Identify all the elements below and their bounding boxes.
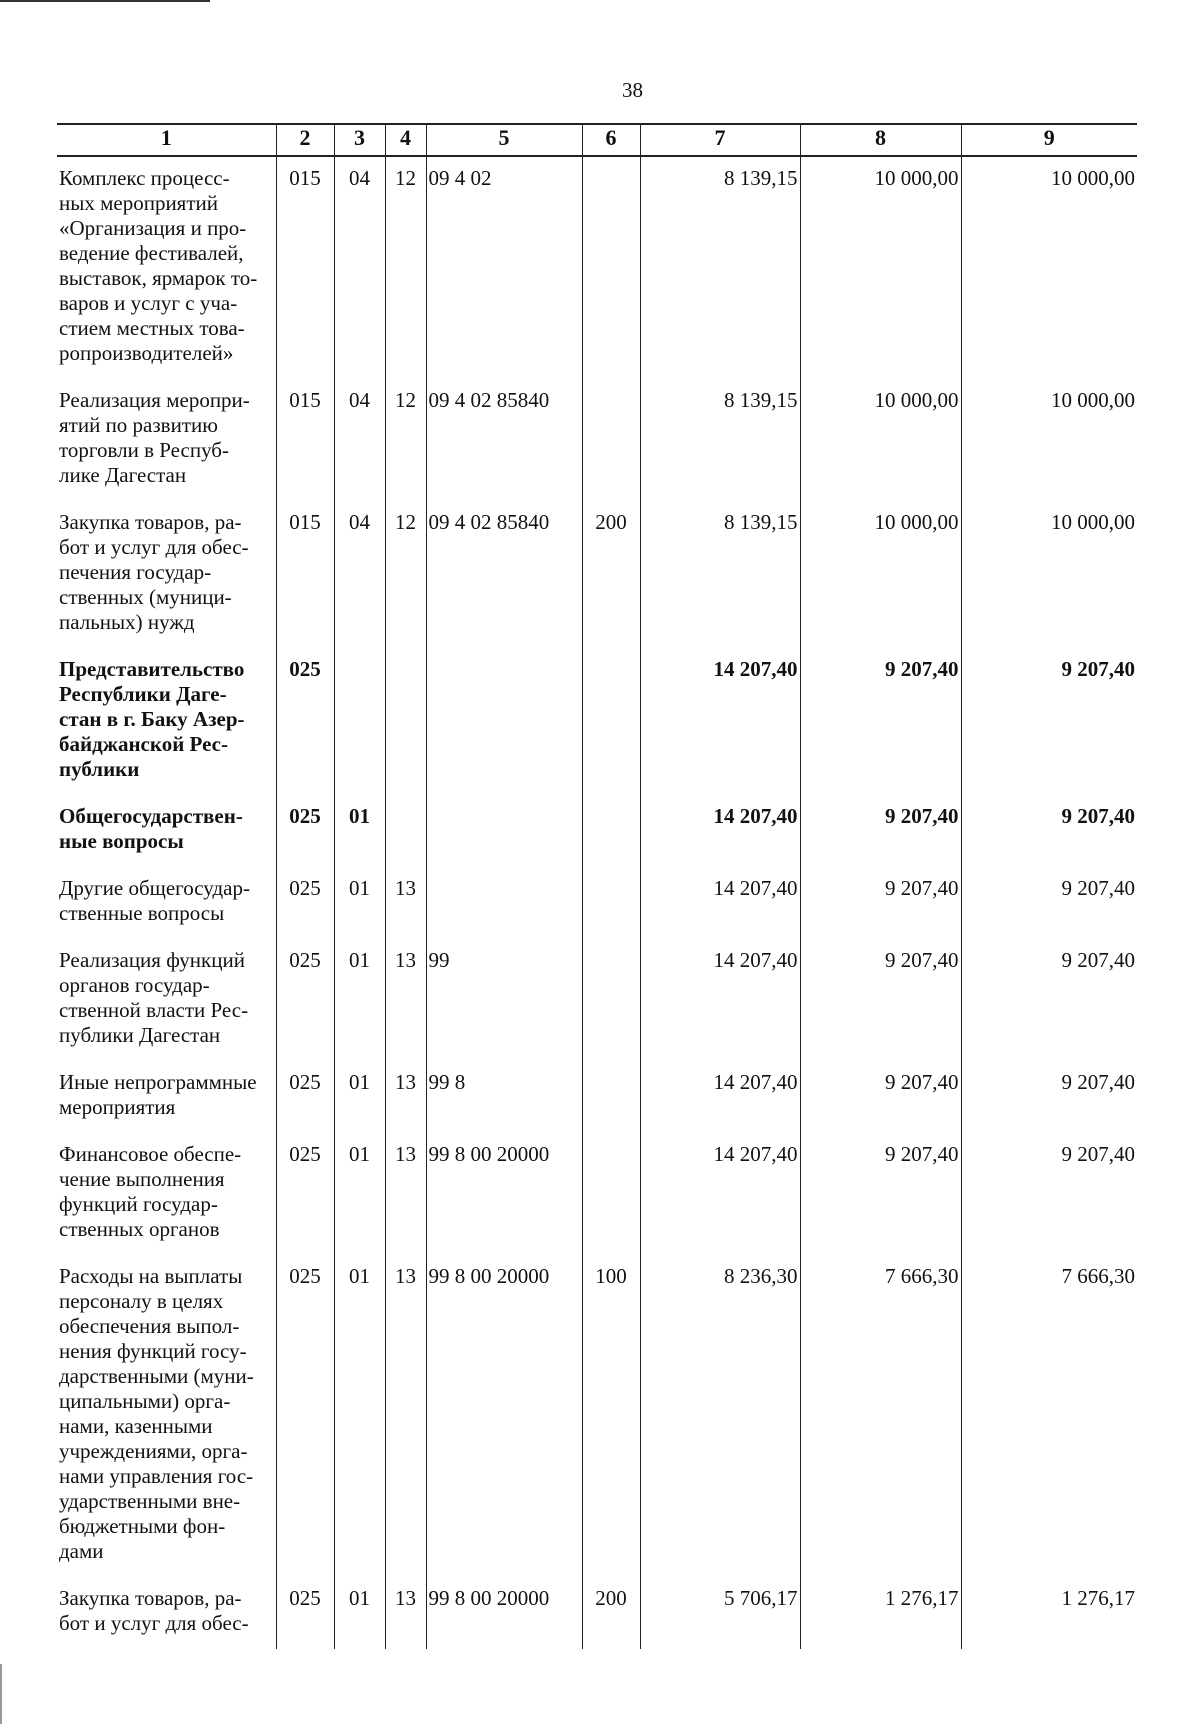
code-cell-4: 13 — [385, 1133, 426, 1255]
amount-cell-7: 14 207,40 — [640, 795, 800, 867]
code-cell-6 — [582, 379, 640, 501]
table-row — [57, 1133, 1137, 1255]
table-row — [57, 1255, 1137, 1577]
code-cell-2: 025 — [276, 1061, 334, 1133]
column-header: 7 — [640, 124, 800, 156]
amount-cell-9: 9 207,40 — [961, 1061, 1137, 1133]
amount-cell-7: 14 207,40 — [640, 648, 800, 795]
amount-cell-7: 14 207,40 — [640, 1061, 800, 1133]
row-name-cell: Закупка товаров, ра- бот и услуг для обес- — [57, 1577, 276, 1649]
amount-cell-7: 8 236,30 — [640, 1255, 800, 1577]
page-number: 38 — [622, 78, 643, 102]
code-cell-3: 01 — [334, 1255, 385, 1577]
code-cell-5: 09 4 02 — [426, 156, 582, 379]
amount-cell-8: 9 207,40 — [800, 795, 961, 867]
code-cell-2: 015 — [276, 379, 334, 501]
code-cell-4: 12 — [385, 379, 426, 501]
code-cell-4: 13 — [385, 939, 426, 1061]
code-cell-5: 99 8 00 20000 — [426, 1577, 582, 1649]
code-cell-5: 99 — [426, 939, 582, 1061]
row-name-cell: Расходы на выплаты персоналу в целях обеспечения выпол- нения функций госу- дарственными (муни- ципальными) орга- нами, казенными учреждениями, орга- нами управления гос- ударственными вне- бюджетными фон- дами — [57, 1255, 276, 1577]
code-cell-4: 13 — [385, 1255, 426, 1577]
row-name-cell: Общегосударствен- ные вопросы — [57, 795, 276, 867]
table-row — [57, 648, 1137, 795]
table-row — [57, 1577, 1137, 1649]
amount-cell-8: 9 207,40 — [800, 1061, 961, 1133]
code-cell-5: 99 8 00 20000 — [426, 1255, 582, 1577]
code-cell-6: 100 — [582, 1255, 640, 1577]
table-row — [57, 939, 1137, 1061]
code-cell-3: 04 — [334, 501, 385, 648]
amount-cell-9: 9 207,40 — [961, 795, 1137, 867]
amount-cell-8: 10 000,00 — [800, 501, 961, 648]
code-cell-4: 12 — [385, 501, 426, 648]
row-name-cell: Реализация функций органов государ- ственной власти Рес- публики Дагестан — [57, 939, 276, 1061]
code-cell-5: 99 8 00 20000 — [426, 1133, 582, 1255]
amount-cell-7: 8 139,15 — [640, 379, 800, 501]
code-cell-4: 13 — [385, 867, 426, 939]
amount-cell-8: 1 276,17 — [800, 1577, 961, 1649]
column-header: 1 — [57, 124, 276, 156]
code-cell-3: 01 — [334, 867, 385, 939]
table-row — [57, 501, 1137, 648]
amount-cell-8: 7 666,30 — [800, 1255, 961, 1577]
code-cell-6 — [582, 939, 640, 1061]
code-cell-5: 09 4 02 85840 — [426, 379, 582, 501]
column-header: 8 — [800, 124, 961, 156]
column-header: 4 — [385, 124, 426, 156]
amount-cell-7: 14 207,40 — [640, 867, 800, 939]
row-name-cell: Другие общегосудар- ственные вопросы — [57, 867, 276, 939]
table-row — [57, 867, 1137, 939]
amount-cell-7: 5 706,17 — [640, 1577, 800, 1649]
code-cell-5: 09 4 02 85840 — [426, 501, 582, 648]
table-row — [57, 795, 1137, 867]
row-name-cell: Представительство Республики Даге- стан в г. Баку Азер- байджанской Рес- публики — [57, 648, 276, 795]
code-cell-6 — [582, 795, 640, 867]
column-header: 9 — [961, 124, 1137, 156]
scan-edge-mark — [0, 0, 210, 2]
code-cell-2: 015 — [276, 156, 334, 379]
amount-cell-8: 10 000,00 — [800, 156, 961, 379]
code-cell-2: 025 — [276, 1133, 334, 1255]
code-cell-2: 025 — [276, 1577, 334, 1649]
code-cell-2: 025 — [276, 795, 334, 867]
code-cell-6 — [582, 648, 640, 795]
row-name-cell: Закупка товаров, ра- бот и услуг для обес- печения государ- ственных (муници- пальных) нужд — [57, 501, 276, 648]
column-header: 5 — [426, 124, 582, 156]
amount-cell-9: 10 000,00 — [961, 156, 1137, 379]
code-cell-2: 015 — [276, 501, 334, 648]
code-cell-4 — [385, 648, 426, 795]
row-name-cell: Иные непрограммные мероприятия — [57, 1061, 276, 1133]
amount-cell-9: 9 207,40 — [961, 1133, 1137, 1255]
code-cell-3: 04 — [334, 379, 385, 501]
code-cell-4: 13 — [385, 1061, 426, 1133]
table-body — [57, 156, 1137, 1649]
code-cell-5 — [426, 867, 582, 939]
table-header-row — [57, 124, 1137, 156]
code-cell-6: 200 — [582, 501, 640, 648]
amount-cell-9: 1 276,17 — [961, 1577, 1137, 1649]
amount-cell-8: 9 207,40 — [800, 1133, 961, 1255]
table-row — [57, 156, 1137, 379]
code-cell-3: 01 — [334, 939, 385, 1061]
amount-cell-9: 9 207,40 — [961, 867, 1137, 939]
amount-cell-7: 14 207,40 — [640, 1133, 800, 1255]
budget-table — [57, 123, 1137, 1649]
amount-cell-7: 8 139,15 — [640, 156, 800, 379]
code-cell-4: 12 — [385, 156, 426, 379]
code-cell-6 — [582, 156, 640, 379]
code-cell-5 — [426, 648, 582, 795]
code-cell-2: 025 — [276, 867, 334, 939]
column-header: 3 — [334, 124, 385, 156]
scan-edge-mark — [0, 1664, 2, 1724]
column-header: 6 — [582, 124, 640, 156]
code-cell-3: 01 — [334, 1577, 385, 1649]
table-row — [57, 379, 1137, 501]
code-cell-3: 01 — [334, 1061, 385, 1133]
amount-cell-7: 8 139,15 — [640, 501, 800, 648]
code-cell-3: 01 — [334, 1133, 385, 1255]
code-cell-5: 99 8 — [426, 1061, 582, 1133]
code-cell-2: 025 — [276, 648, 334, 795]
row-name-cell: Реализация меропри- ятий по развитию торговли в Респуб- лике Дагестан — [57, 379, 276, 501]
code-cell-2: 025 — [276, 939, 334, 1061]
amount-cell-9: 9 207,40 — [961, 648, 1137, 795]
code-cell-6: 200 — [582, 1577, 640, 1649]
code-cell-2: 025 — [276, 1255, 334, 1577]
amount-cell-7: 14 207,40 — [640, 939, 800, 1061]
row-name-cell: Финансовое обеспе- чение выполнения функций государ- ственных органов — [57, 1133, 276, 1255]
amount-cell-9: 10 000,00 — [961, 501, 1137, 648]
code-cell-6 — [582, 1133, 640, 1255]
table-row — [57, 1061, 1137, 1133]
code-cell-6 — [582, 867, 640, 939]
amount-cell-9: 9 207,40 — [961, 939, 1137, 1061]
code-cell-5 — [426, 795, 582, 867]
code-cell-6 — [582, 1061, 640, 1133]
amount-cell-9: 10 000,00 — [961, 379, 1137, 501]
amount-cell-8: 10 000,00 — [800, 379, 961, 501]
code-cell-4: 13 — [385, 1577, 426, 1649]
code-cell-3 — [334, 648, 385, 795]
code-cell-3: 04 — [334, 156, 385, 379]
amount-cell-8: 9 207,40 — [800, 939, 961, 1061]
amount-cell-8: 9 207,40 — [800, 648, 961, 795]
amount-cell-9: 7 666,30 — [961, 1255, 1137, 1577]
code-cell-3: 01 — [334, 795, 385, 867]
column-header: 2 — [276, 124, 334, 156]
amount-cell-8: 9 207,40 — [800, 867, 961, 939]
code-cell-4 — [385, 795, 426, 867]
row-name-cell: Комплекс процесс- ных мероприятий «Организация и про- ведение фестивалей, выставок, ярмарок то- варов и услуг с уча- стием местных това- ропроизводителей» — [57, 156, 276, 379]
